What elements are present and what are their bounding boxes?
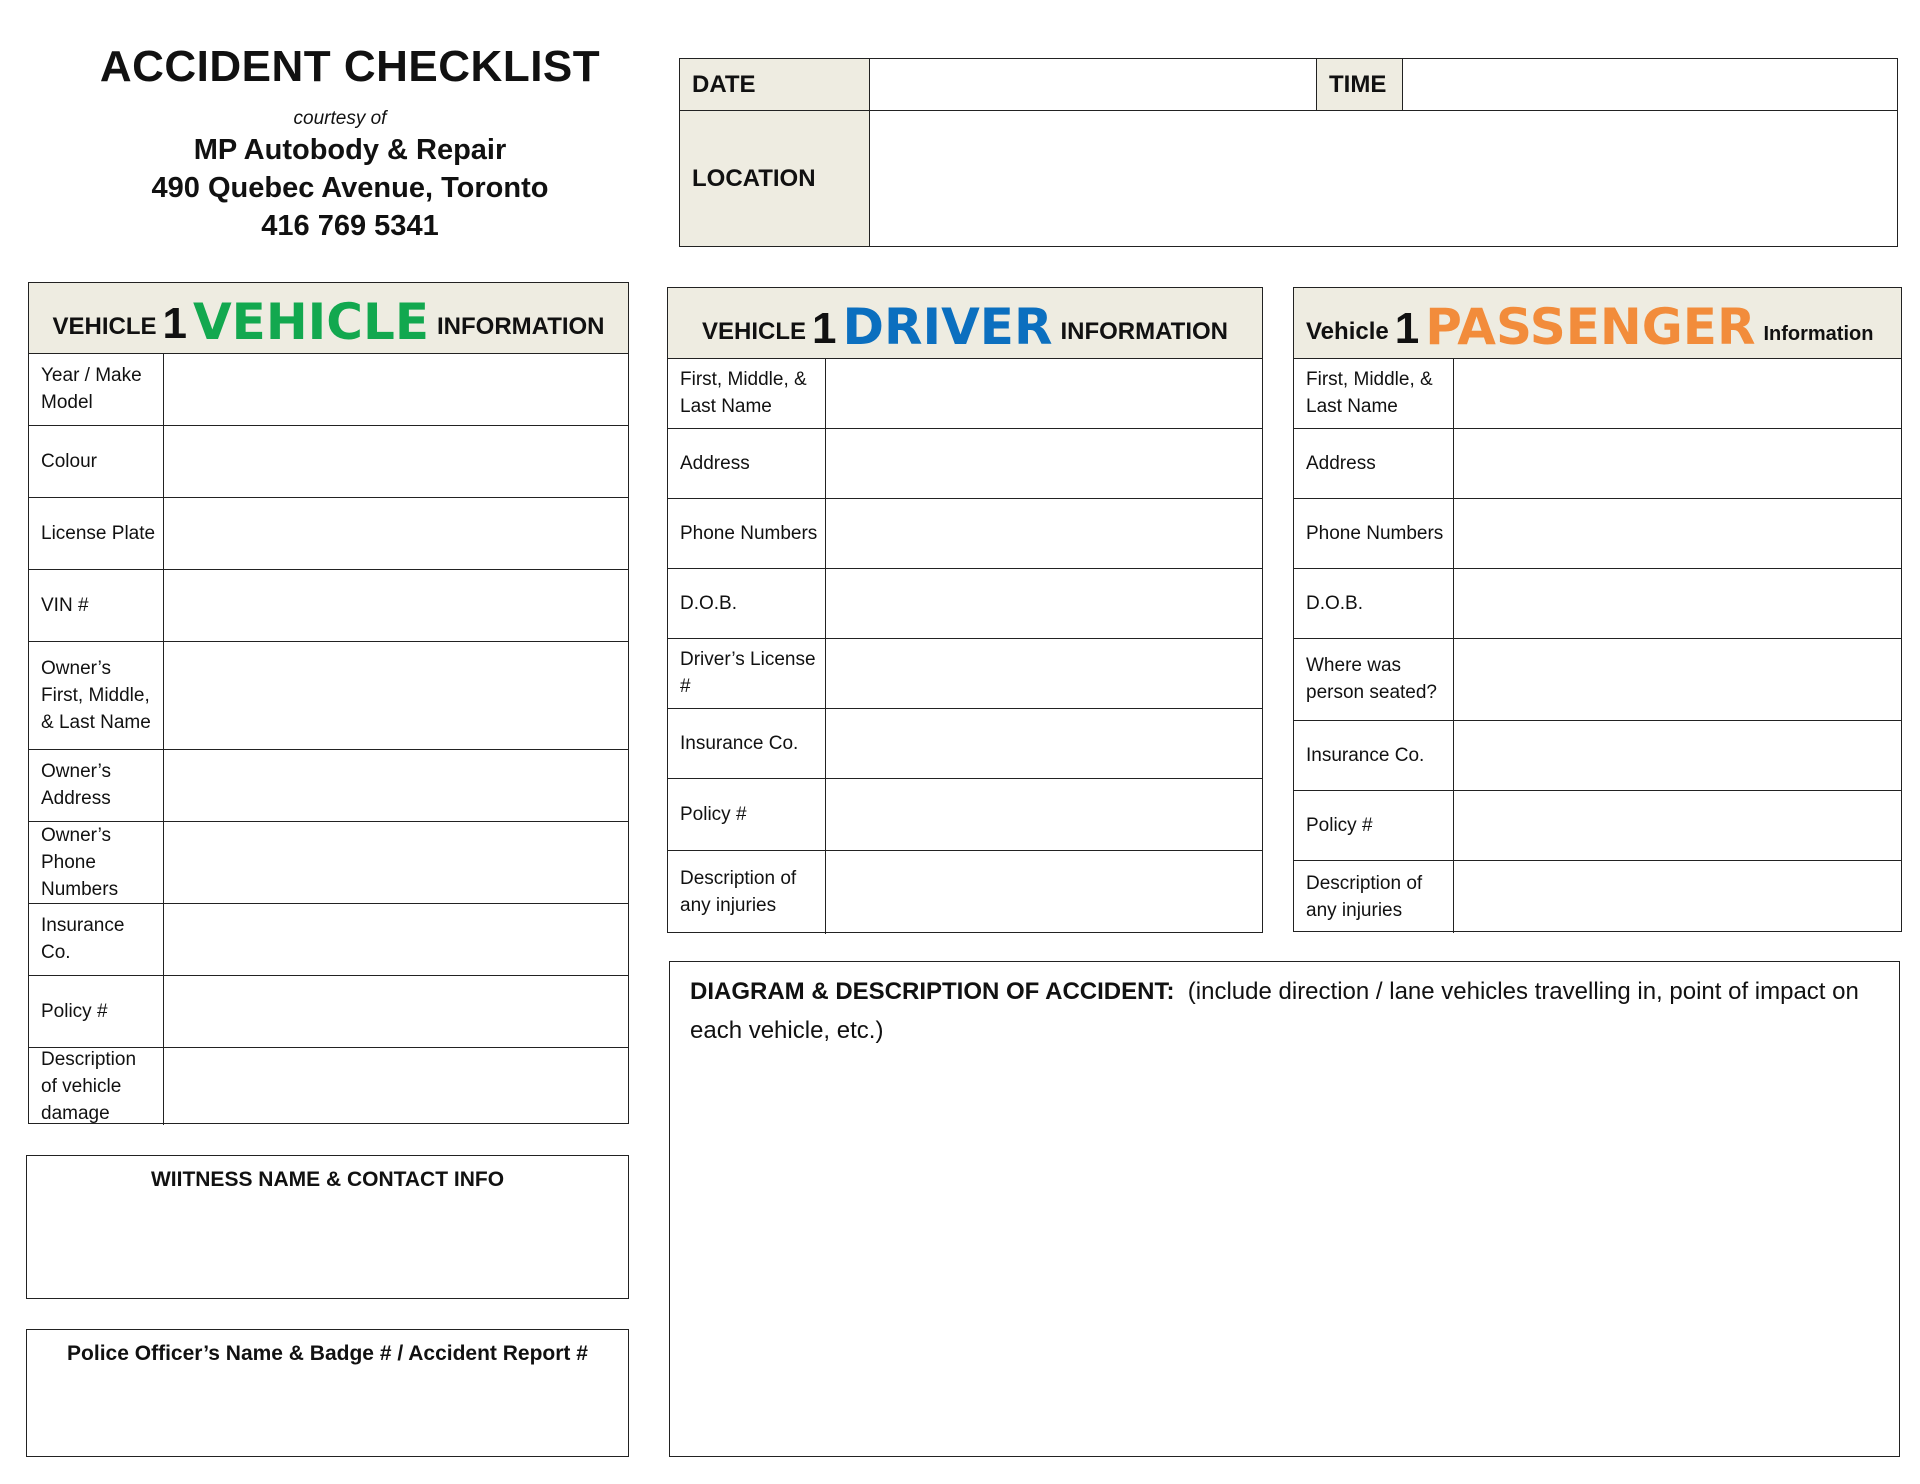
passenger-header-keyword: PASSENGER: [1425, 298, 1756, 356]
table-row: [1294, 860, 1901, 933]
row-input[interactable]: [164, 569, 628, 641]
vehicle-header-suffix: INFORMATION: [436, 313, 605, 340]
table-row: [29, 569, 628, 642]
table-row: [1294, 498, 1901, 569]
row-label: Insurance Co.: [668, 708, 826, 778]
table-row: [29, 1047, 628, 1125]
row-input[interactable]: [826, 708, 1262, 778]
row-input[interactable]: [826, 358, 1262, 428]
table-row: [668, 778, 1262, 851]
diagram-heading: [690, 972, 1879, 1050]
row-label: First, Middle, & Last Name: [1294, 358, 1454, 428]
table-row: [29, 497, 628, 570]
table-row: [668, 850, 1262, 934]
row-label: Address: [1294, 428, 1454, 498]
diagram-title: DIAGRAM & DESCRIPTION OF ACCIDENT:: [690, 978, 1175, 1005]
table-row: [1294, 428, 1901, 499]
table-row: [1294, 720, 1901, 791]
vehicle-header-number: 1: [162, 299, 187, 348]
company-name: MP Autobody & Repair: [193, 134, 507, 166]
table-row: [668, 358, 1262, 429]
page-title: ACCIDENT CHECKLIST: [99, 42, 601, 91]
row-input[interactable]: [826, 428, 1262, 498]
row-input[interactable]: [1454, 720, 1901, 790]
row-input[interactable]: [1454, 638, 1901, 720]
date-label: DATE: [680, 59, 870, 111]
driver-header-number: 1: [812, 304, 837, 353]
row-label: Phone Numbers: [668, 498, 826, 568]
witness-box[interactable]: [26, 1155, 629, 1299]
table-row: [29, 821, 628, 904]
table-row: [29, 425, 628, 498]
row-label: Policy #: [668, 778, 826, 850]
row-input[interactable]: [164, 641, 628, 749]
row-label: Year / Make Model: [29, 353, 164, 425]
table-row: [668, 638, 1262, 709]
row-label: Address: [668, 428, 826, 498]
date-time-location-table: [679, 58, 1898, 247]
driver-header-keyword: DRIVER: [842, 298, 1053, 356]
table-row: [29, 749, 628, 822]
row-input[interactable]: [826, 568, 1262, 638]
company-phone: 416 769 5341: [261, 210, 439, 242]
row-label: Driver’s License #: [668, 638, 826, 708]
row-label: Description of any injuries: [1294, 860, 1454, 933]
row-input[interactable]: [164, 749, 628, 821]
row-label: Description of vehicle damage: [29, 1047, 164, 1125]
row-label: Insurance Co.: [29, 903, 164, 975]
table-row: [29, 353, 628, 426]
row-label: Colour: [29, 425, 164, 497]
courtesy-text: courtesy of: [293, 108, 387, 129]
table-row: [1294, 358, 1901, 429]
table-row: [29, 903, 628, 976]
row-input[interactable]: [1454, 860, 1901, 933]
table-row: [1294, 568, 1901, 639]
passenger-header-number: 1: [1394, 304, 1420, 353]
row-input[interactable]: [826, 638, 1262, 708]
row-label: Owner’s First, Middle, & Last Name: [29, 641, 164, 749]
passenger-info-table: [1293, 287, 1902, 932]
time-label: TIME: [1317, 59, 1403, 111]
table-row: [668, 498, 1262, 569]
row-input[interactable]: [164, 497, 628, 569]
row-input[interactable]: [164, 975, 628, 1047]
driver-header-suffix: INFORMATION: [1060, 318, 1228, 345]
vehicle-info-table: [28, 282, 629, 1124]
row-input[interactable]: [1454, 790, 1901, 860]
row-label: Owner’s Phone Numbers: [29, 821, 164, 903]
diagram-box[interactable]: [669, 961, 1900, 1457]
table-row: [668, 708, 1262, 779]
driver-header-prefix: VEHICLE: [702, 318, 807, 345]
row-label: VIN #: [29, 569, 164, 641]
row-input[interactable]: [826, 498, 1262, 568]
driver-info-header: [668, 288, 1262, 359]
row-input[interactable]: [164, 821, 628, 903]
date-field[interactable]: [870, 59, 1317, 111]
row-label: Phone Numbers: [1294, 498, 1454, 568]
row-input[interactable]: [1454, 358, 1901, 428]
location-label: LOCATION: [680, 111, 870, 246]
row-input[interactable]: [1454, 498, 1901, 568]
witness-title: WIITNESS NAME & CONTACT INFO: [150, 1168, 505, 1191]
row-label: Owner’s Address: [29, 749, 164, 821]
row-label: D.O.B.: [668, 568, 826, 638]
table-row: [29, 975, 628, 1048]
row-label: Policy #: [29, 975, 164, 1047]
row-label: D.O.B.: [1294, 568, 1454, 638]
driver-info-table: [667, 287, 1263, 933]
police-box[interactable]: [26, 1329, 629, 1457]
diagram-note: (include direction / lane vehicles travelling in, point of impact on each vehicle, etc.): [690, 978, 1859, 1044]
vehicle-header-prefix: VEHICLE: [52, 313, 157, 340]
table-row: [1294, 638, 1901, 721]
row-input[interactable]: [164, 353, 628, 425]
row-label: Where was person seated?: [1294, 638, 1454, 720]
table-row: [668, 568, 1262, 639]
row-input[interactable]: [1454, 428, 1901, 498]
row-label: License Plate: [29, 497, 164, 569]
time-field[interactable]: [1403, 59, 1897, 111]
row-input[interactable]: [164, 425, 628, 497]
location-field[interactable]: [870, 111, 1897, 246]
table-row: [1294, 790, 1901, 861]
passenger-info-header: [1294, 288, 1901, 359]
row-label: First, Middle, & Last Name: [668, 358, 826, 428]
row-input[interactable]: [826, 778, 1262, 850]
police-title: Police Officer’s Name & Badge # / Accident Report #: [67, 1342, 588, 1365]
passenger-header-suffix: Information: [1763, 323, 1874, 345]
row-input[interactable]: [164, 903, 628, 975]
passenger-header-prefix: Vehicle: [1306, 318, 1389, 345]
vehicle-info-header: [29, 283, 628, 354]
row-label: Policy #: [1294, 790, 1454, 860]
vehicle-header-keyword: VEHICLE: [192, 293, 429, 351]
row-input[interactable]: [1454, 568, 1901, 638]
table-row: [29, 641, 628, 750]
row-input[interactable]: [826, 850, 1262, 934]
row-label: Insurance Co.: [1294, 720, 1454, 790]
row-label: Description of any injuries: [668, 850, 826, 934]
company-address: 490 Quebec Avenue, Toronto: [151, 172, 549, 204]
table-row: [668, 428, 1262, 499]
row-input[interactable]: [164, 1047, 628, 1125]
